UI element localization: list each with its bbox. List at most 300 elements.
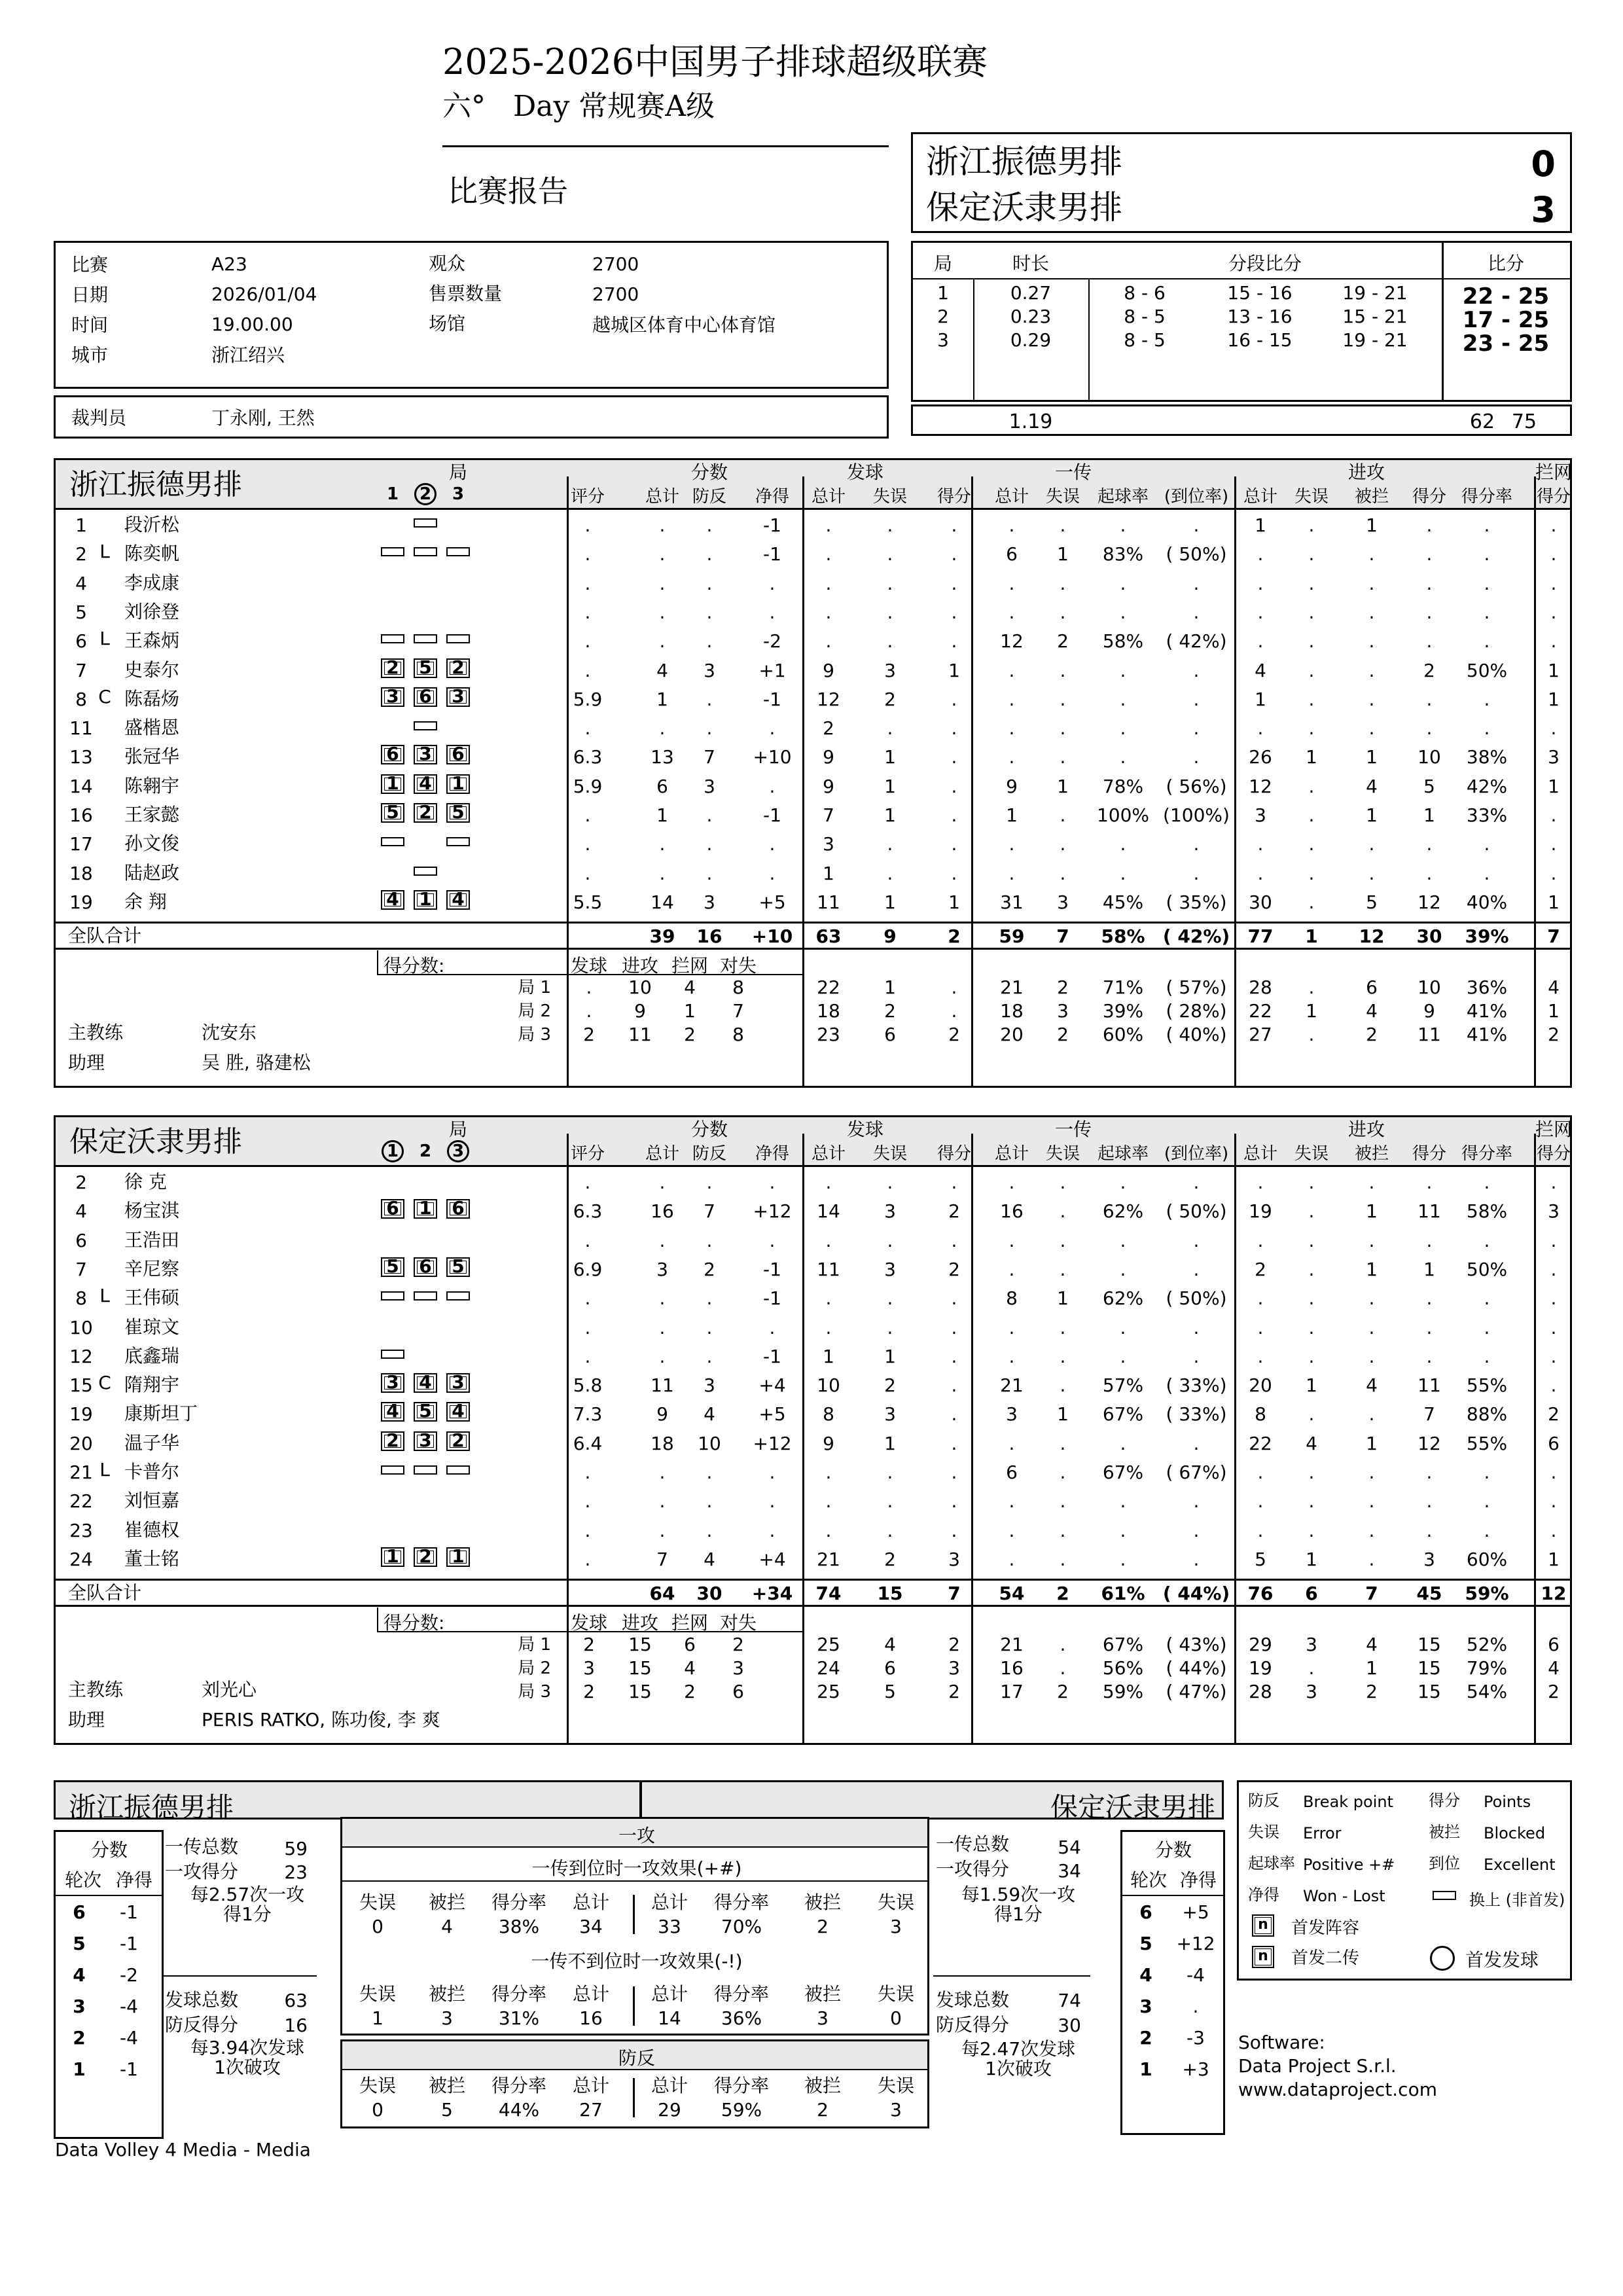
player-name: 陈磊炀 [124, 687, 180, 709]
away-sets-won: 3 [1531, 189, 1556, 230]
stat-value: . [1308, 862, 1315, 884]
sub-marker [381, 547, 404, 556]
defense-value: 0 [372, 2099, 383, 2121]
rotation-net: -1 [120, 1933, 138, 1954]
stat-value: 2 [884, 688, 896, 710]
set-stat-value: 2 [884, 1000, 896, 1022]
home-rotation-box [54, 1830, 164, 2139]
stat-value: . [1368, 862, 1375, 884]
stat-value: . [1257, 862, 1264, 884]
stat-value: 3 [884, 1200, 896, 1223]
stat-value: 18 [651, 1432, 674, 1454]
stat-value: 9 [823, 1432, 834, 1454]
set-num: 1 [937, 282, 949, 304]
attack-col-header: 被拦 [428, 1983, 466, 2005]
stat-value: . [1368, 1287, 1375, 1310]
stat-value: 5.9 [573, 688, 603, 710]
away-bp-note: 每2.47次发球 1次破攻 [961, 2038, 1076, 2079]
player-number: 8 [75, 688, 87, 710]
stat-value: . [951, 1316, 957, 1338]
stat-value: 1 [1423, 804, 1435, 826]
legend-box [1237, 1780, 1572, 1981]
stat-value: 4 [1366, 775, 1378, 797]
stat-value: . [887, 1316, 893, 1338]
player-number: 4 [75, 572, 87, 594]
stat-value: 3 [656, 1258, 668, 1280]
sub-marker [414, 721, 437, 730]
attack-value: 14 [658, 2007, 681, 2029]
home-rot-col2: 净得 [115, 1869, 153, 1891]
stat-value: 2 [823, 717, 834, 740]
start-position: 1 [414, 890, 437, 910]
stat-value: . [706, 1287, 713, 1310]
away-so-points: 34 [1058, 1860, 1081, 1882]
stat-value: 1 [1366, 1432, 1378, 1454]
attack-col-header: 被拦 [804, 1983, 842, 2005]
stat-value: . [1308, 804, 1315, 826]
stat-value: . [825, 1462, 832, 1483]
player-number: 21 [69, 1462, 93, 1483]
start-position: 4 [381, 1402, 404, 1422]
col-header: 评分 [570, 487, 605, 507]
stat-value: 4 [1366, 1374, 1378, 1397]
stat-value: 3 [704, 659, 715, 681]
stat-value: . [825, 1287, 832, 1310]
start-position: 2 [446, 1431, 470, 1451]
set-stat-value: 18 [1000, 1000, 1024, 1022]
sub-marker [446, 634, 470, 643]
stat-value: . [1308, 1519, 1315, 1541]
stat-value: . [1060, 804, 1066, 826]
stat-value: . [659, 1172, 666, 1193]
player-role: L [99, 628, 110, 650]
stat-value: 3 [1423, 1548, 1435, 1570]
home-so-points: 23 [284, 1861, 308, 1883]
set-stat-value: 28 [1249, 1681, 1272, 1703]
set-stat-value: 25 [817, 1681, 840, 1703]
set-stat-value: 71% [1102, 977, 1144, 999]
set-points-value: 15 [628, 1657, 652, 1679]
stat-value: . [825, 543, 832, 565]
stat-value: . [1008, 833, 1015, 855]
set-stat-value: 29 [1249, 1634, 1272, 1656]
stat-value: . [706, 1462, 713, 1483]
col-header: 总计 [645, 1144, 680, 1164]
col-header: 失误 [1045, 487, 1080, 507]
stat-value: . [1550, 630, 1557, 653]
set-stat-value: 56% [1102, 1657, 1144, 1679]
stat-value: . [951, 1229, 957, 1251]
player-name: 崔德权 [124, 1518, 180, 1541]
team-total-value: +10 [751, 925, 793, 948]
player-name: 王伟硕 [124, 1287, 180, 1309]
defense-value: 5 [441, 2099, 453, 2121]
away-serve-total: 74 [1058, 1990, 1081, 2011]
home-bp-points: 16 [284, 2015, 308, 2036]
team-total-value: 39% [1465, 925, 1509, 948]
team-total-value: 7 [1365, 1583, 1378, 1605]
col-header: 得分率 [1461, 1144, 1513, 1164]
rotation-number: 4 [73, 1964, 86, 1986]
stat-value: (100%) [1163, 804, 1230, 826]
team-name: 浙江振德男排 [69, 468, 242, 501]
stat-value: . [1120, 862, 1126, 884]
home-serve-total-label: 发球总数 [165, 1989, 239, 2011]
group-header: 一传 [1054, 461, 1092, 483]
stat-value: 11 [651, 1374, 674, 1397]
referee-box [54, 395, 889, 439]
attack-value: 31% [498, 2007, 540, 2029]
defense-value: 3 [890, 2099, 902, 2121]
stat-value: 1 [1548, 775, 1560, 797]
stat-value: . [659, 514, 666, 536]
start-position: 3 [414, 1431, 437, 1451]
stat-value: . [1308, 1258, 1315, 1280]
sub-marker [381, 1465, 404, 1475]
start-position: 1 [446, 1547, 470, 1567]
summary-away-name: 保定沃隶男排 [1050, 1791, 1215, 1823]
stat-value: 8 [1255, 1403, 1266, 1426]
sub-marker [414, 518, 437, 528]
neg-attack-label: 一传不到位时一攻效果(-!) [531, 1950, 743, 1972]
set-stat-value: 24 [817, 1657, 840, 1679]
stat-value: . [1257, 543, 1264, 565]
set-points-value: 1 [684, 1000, 696, 1022]
stat-value: . [887, 1287, 893, 1310]
stat-value: . [1008, 1172, 1015, 1193]
player-number: 14 [69, 775, 93, 797]
stat-value: 11 [1418, 1374, 1441, 1397]
set-duration: 0.27 [1010, 282, 1052, 304]
stat-value: . [584, 1287, 591, 1310]
team-total-value: 12 [1541, 1583, 1567, 1605]
stat-value: 7 [704, 1200, 715, 1223]
stat-value: . [1193, 833, 1200, 855]
stat-value: . [1257, 630, 1264, 653]
set-row-label: 局 3 [518, 1682, 551, 1702]
stat-value: . [1484, 1490, 1490, 1513]
stat-value: 3 [884, 1403, 896, 1426]
player-name: 陆赵政 [124, 861, 180, 884]
stat-value: . [1368, 543, 1375, 565]
stat-value: . [584, 1229, 591, 1251]
legend-value: Positive +# [1303, 1856, 1395, 1874]
set-points-value: 4 [684, 977, 696, 999]
stat-value: . [769, 1172, 776, 1193]
assistant-label: 助理 [68, 1052, 105, 1074]
set-row-label: 局 1 [518, 1635, 551, 1655]
defense-col-header: 得分率 [491, 2075, 547, 2096]
attack-value: 1 [372, 2007, 383, 2029]
stat-value: 1 [1366, 1258, 1378, 1280]
player-number: 22 [69, 1490, 93, 1513]
player-number: 13 [69, 746, 93, 768]
player-number: 2 [75, 543, 87, 565]
player-number: 23 [69, 1519, 93, 1541]
stat-value: . [1368, 717, 1375, 740]
points-sub-col: 进攻 [621, 955, 659, 977]
stat-value: . [1060, 717, 1066, 740]
stat-value: . [1257, 1519, 1264, 1541]
stat-value: . [769, 1519, 776, 1541]
player-name: 段沂松 [124, 514, 180, 535]
set-stat-value: 11 [1418, 1024, 1441, 1046]
stat-value: . [706, 1316, 713, 1338]
stat-value: 21 [817, 1548, 840, 1570]
group-header: 拦网 [1535, 461, 1573, 483]
start-position: 3 [381, 1373, 404, 1393]
sets-h-set: 局 [933, 253, 953, 274]
total-away-points: 75 [1511, 410, 1537, 433]
sub-marker [446, 837, 470, 846]
stat-value: 1 [1548, 891, 1560, 913]
stat-value: . [951, 717, 957, 740]
set-points-value: 10 [628, 977, 652, 999]
col-header: 得分率 [1461, 487, 1513, 507]
player-number: 8 [75, 1287, 87, 1310]
set-partial-1: 8 - 5 [1124, 329, 1166, 351]
stat-value: . [1368, 688, 1375, 710]
set-points-value: 2 [583, 1024, 595, 1046]
away-rot-col1: 轮次 [1130, 1869, 1168, 1891]
stat-value: . [951, 572, 957, 594]
stat-value: -1 [763, 804, 781, 826]
sub-marker [446, 1291, 470, 1300]
set-stat-value: 4 [1548, 977, 1560, 999]
stat-value: . [887, 630, 893, 653]
stat-value: 7 [656, 1548, 668, 1570]
stat-value: . [706, 1172, 713, 1193]
rotation-net: . [1192, 1996, 1199, 2017]
stat-value: 31 [1000, 891, 1024, 913]
player-number: 7 [75, 659, 87, 681]
rotation-number: 2 [73, 2027, 86, 2049]
stat-value: . [825, 1229, 832, 1251]
stat-value: 57% [1102, 1374, 1144, 1397]
stat-value: +12 [753, 1200, 792, 1223]
stat-value: . [951, 514, 957, 536]
stat-value: . [1308, 717, 1315, 740]
stat-value: . [659, 1490, 666, 1513]
player-name: 隋翔宇 [124, 1374, 180, 1396]
stat-value: . [887, 514, 893, 536]
stat-value: ( 50%) [1166, 543, 1227, 565]
stat-value: . [1550, 1519, 1557, 1541]
home-rot-title: 分数 [90, 1839, 128, 1861]
start-position: 6 [414, 1257, 437, 1277]
stat-value: . [1484, 1287, 1490, 1310]
stat-value: . [1550, 1316, 1557, 1338]
stat-value: . [1008, 1345, 1015, 1367]
stat-value: . [1426, 1172, 1433, 1193]
stat-value: 1 [884, 891, 896, 913]
stat-value: . [1257, 1490, 1264, 1513]
player-number: 6 [75, 1229, 87, 1251]
player-number: 11 [69, 717, 93, 740]
stat-value: . [584, 833, 591, 855]
stat-value: . [1484, 1316, 1490, 1338]
match-date: 2026/01/04 [211, 283, 317, 305]
attack-divider [633, 1895, 635, 1934]
away-so-label: 一攻得分 [936, 1858, 1010, 1880]
set-stat-value: 39% [1102, 1000, 1144, 1022]
sub-marker [446, 547, 470, 556]
stat-value: . [1060, 746, 1066, 768]
player-name: 刘恒嘉 [124, 1490, 180, 1512]
stat-value: . [659, 543, 666, 565]
col-header: 得分 [936, 487, 972, 507]
stat-value: 3 [948, 1548, 960, 1570]
sub-marker [381, 1350, 404, 1359]
attack-col-header: 失误 [359, 1892, 397, 1913]
sub-marker [414, 867, 437, 876]
total-duration: 1.19 [1008, 410, 1053, 433]
stat-value: 4 [704, 1548, 715, 1570]
rotation-number: 1 [1139, 2058, 1152, 2080]
stat-value: . [1193, 1316, 1200, 1338]
stat-value: 1 [1006, 804, 1018, 826]
team-name: 保定沃隶男排 [69, 1125, 242, 1158]
stat-value: . [1308, 1229, 1315, 1251]
attack-value: 2 [817, 1916, 829, 1937]
stat-value: . [1484, 1229, 1490, 1251]
player-name: 王森炳 [124, 630, 180, 652]
set-stat-value: 79% [1466, 1657, 1508, 1679]
stat-value: . [706, 1490, 713, 1513]
stat-value: . [1368, 1462, 1375, 1483]
stat-value: . [825, 1519, 832, 1541]
attack-value: 0 [890, 2007, 902, 2029]
match-code: A23 [211, 253, 247, 275]
stat-value: . [1008, 1519, 1015, 1541]
away-rot-title: 分数 [1154, 1839, 1192, 1861]
set-stat-value: 6 [884, 1657, 896, 1679]
stat-value: ( 33%) [1166, 1374, 1227, 1397]
stat-value: . [825, 601, 832, 623]
col-sep [567, 1134, 569, 1745]
set-stat-value: 27 [1249, 1024, 1272, 1046]
player-name: 陈奕帆 [124, 543, 180, 565]
set-stat-value: 2 [948, 1634, 960, 1656]
sets-total [911, 404, 1572, 436]
col-header: 总计 [1243, 1144, 1278, 1164]
player-number: 16 [69, 804, 93, 826]
player-name: 盛楷恩 [124, 717, 180, 739]
rotation-number: 6 [1139, 1901, 1152, 1923]
set-stat-value: 2 [1057, 1024, 1069, 1046]
stat-value: 2 [884, 1548, 896, 1570]
legend-setter-icon: n [1252, 1946, 1274, 1968]
stat-value: . [951, 1519, 957, 1541]
stat-value: 3 [884, 1258, 896, 1280]
stat-value: . [887, 543, 893, 565]
stat-value: 2 [1548, 1403, 1560, 1426]
stat-value: . [584, 601, 591, 623]
stat-value: . [1193, 514, 1200, 536]
stat-value: . [1120, 746, 1126, 768]
stat-value: 3 [1006, 1403, 1018, 1426]
stat-value: . [1484, 1345, 1490, 1367]
stat-value: 3 [704, 891, 715, 913]
player-name: 李成康 [124, 571, 180, 594]
legend-key: 起球率 [1248, 1854, 1295, 1873]
set-points-value: 8 [732, 977, 744, 999]
stat-value: . [1257, 601, 1264, 623]
stat-value: 83% [1102, 543, 1144, 565]
set-stat-value: 19 [1249, 1657, 1272, 1679]
stat-value: . [825, 630, 832, 653]
stat-value: . [1308, 1200, 1315, 1223]
stat-value: . [1308, 514, 1315, 536]
team-total-value: 30 [696, 1583, 722, 1605]
sub-marker [381, 1291, 404, 1300]
player-role: C [98, 685, 111, 708]
set-stat-value: ( 47%) [1166, 1681, 1227, 1703]
stat-value: . [1257, 1229, 1264, 1251]
stat-value: 1 [1057, 1403, 1069, 1426]
attack-value: 70% [721, 1916, 762, 1937]
total-line [54, 922, 1572, 924]
player-role: L [99, 541, 110, 563]
summary-home-header [54, 1780, 641, 1823]
player-number: 15 [69, 1374, 93, 1397]
stat-value: . [951, 1432, 957, 1454]
set-row-label: 局 3 [518, 1025, 551, 1045]
set-stat-value: 3 [1057, 1000, 1069, 1022]
attack-col-header: 得分率 [491, 1892, 547, 1913]
stat-value: . [951, 1172, 957, 1193]
team-total-value: 2 [1056, 1583, 1069, 1605]
stat-value: . [1550, 572, 1557, 594]
stat-value: . [1308, 775, 1315, 797]
stat-value: . [1550, 1374, 1557, 1397]
set-points-value: 6 [732, 1681, 744, 1703]
team-total-value: 2 [948, 925, 961, 948]
start-position: 2 [381, 658, 404, 678]
attack-col-header: 失误 [359, 1983, 397, 2005]
stat-value: . [1193, 1432, 1200, 1454]
stat-value: . [1368, 1548, 1375, 1570]
player-number: 1 [75, 514, 87, 536]
stat-value: . [1550, 543, 1557, 565]
sets-h-duration: 时长 [1012, 253, 1050, 274]
stat-value: . [1550, 1345, 1557, 1367]
stat-value: . [1550, 833, 1557, 855]
stat-value: . [1308, 1462, 1315, 1483]
start-position: 4 [446, 890, 470, 910]
stat-value: . [706, 572, 713, 594]
start-position: 2 [381, 1431, 404, 1451]
stat-value: . [1120, 1316, 1126, 1338]
stat-value: -1 [763, 1258, 781, 1280]
stat-value: . [1060, 1200, 1066, 1223]
points-sub-col: 发球 [570, 1612, 608, 1634]
stat-value: . [1060, 1462, 1066, 1483]
stat-value: 4 [1306, 1432, 1317, 1454]
set-number: 2 [419, 1141, 432, 1161]
stat-value: . [1120, 1490, 1126, 1513]
assistant-name: PERIS RATKO, 陈功俊, 李 爽 [202, 1709, 440, 1731]
stat-value: . [1426, 1316, 1433, 1338]
stat-value: 50% [1466, 659, 1508, 681]
stat-value: ( 50%) [1166, 1287, 1227, 1310]
col-header: 得分 [1536, 487, 1571, 507]
points-sub-col: 对失 [719, 955, 757, 977]
stat-value: 7 [1423, 1403, 1435, 1426]
start-position: 5 [446, 803, 470, 823]
attack-col-header: 得分率 [713, 1892, 770, 1913]
stat-value: . [1008, 688, 1015, 710]
